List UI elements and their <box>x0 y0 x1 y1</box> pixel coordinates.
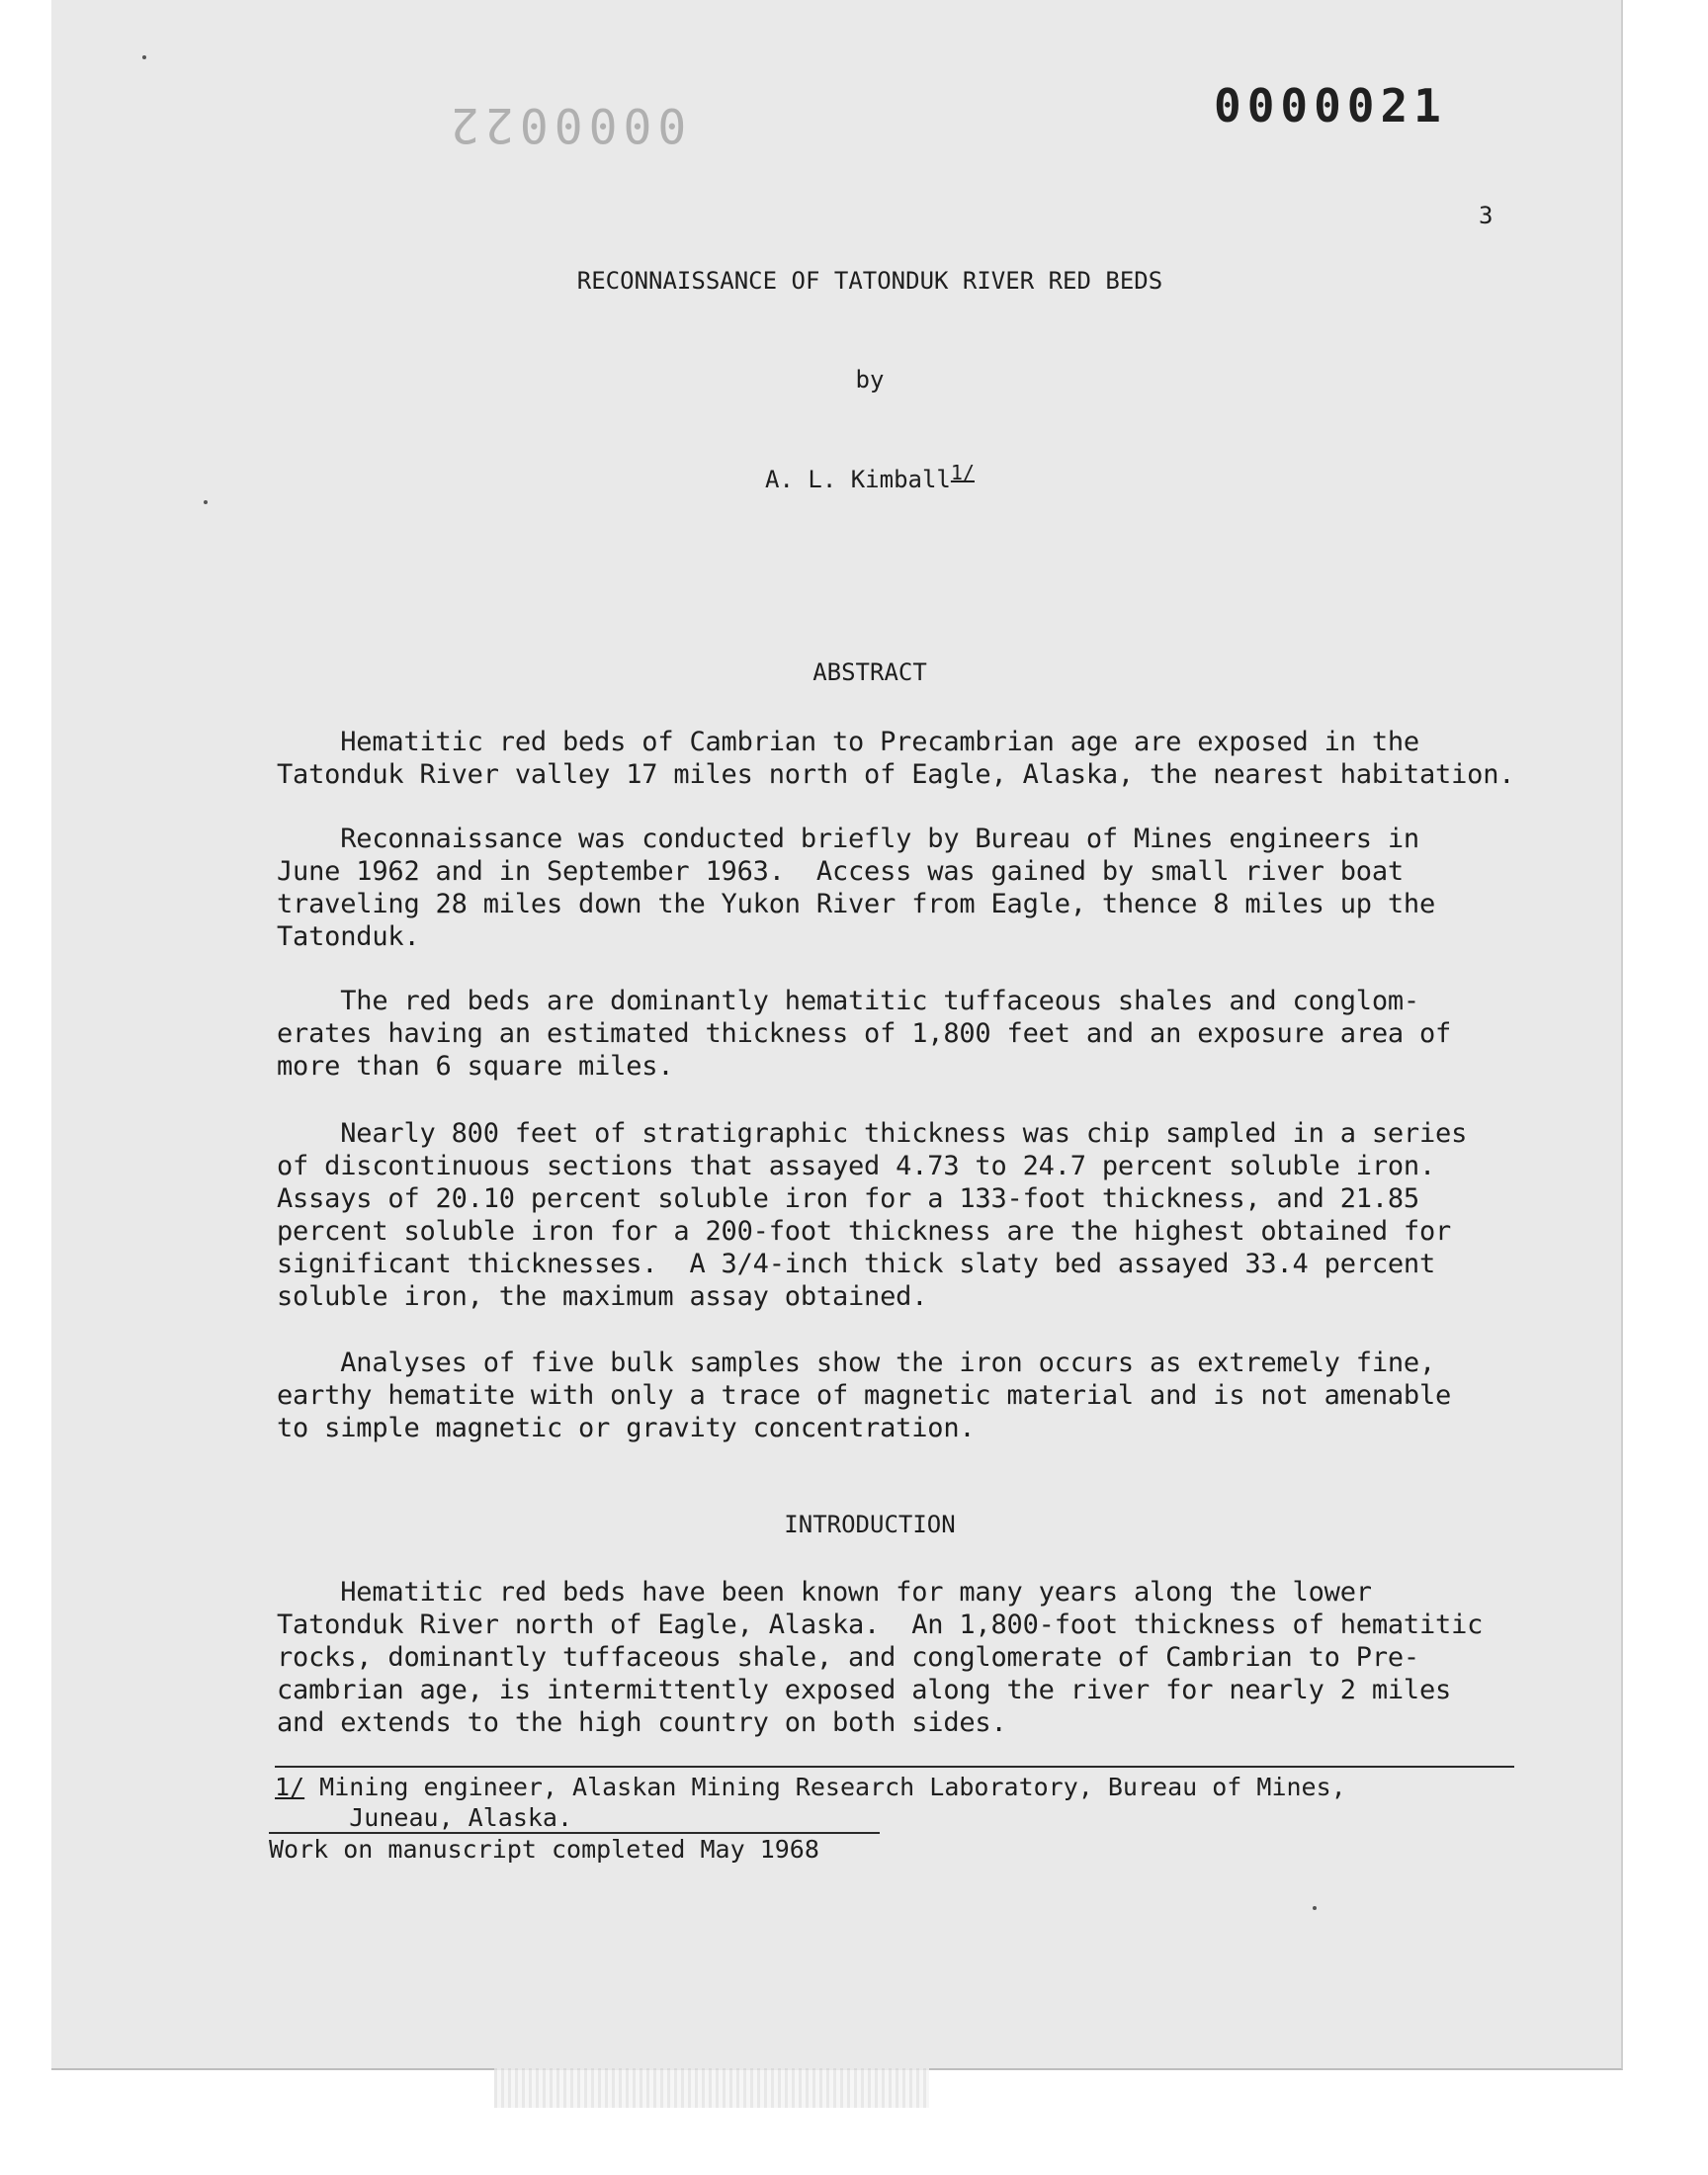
scan-artifact-strip <box>494 2068 929 2108</box>
abstract-paragraph: The red beds are dominantly hematitic tuffaceous shales and conglom- erates having an estimated thickness of 1,800 feet and an exposure area of more than 6 square miles. <box>277 986 1452 1082</box>
work-note-divider <box>269 1832 880 1834</box>
footnote-divider <box>275 1766 1514 1768</box>
introduction-paragraph: Hematitic red beds have been known for many years along the lower Tatonduk River north of Eagle, Alaska. An 1,800-foot thickness of hematitic rocks, dominantly tuffaceous shale, and conglomerate of Cambrian to Pre- cambrian age, is intermittently exposed along the river for nearly 2 miles and extends to the high country on both sides. <box>277 1577 1484 1738</box>
dust-speck <box>1313 1906 1317 1910</box>
footnote-text: Mining engineer, Alaskan Mining Research Laboratory, Bureau of Mines, Juneau, Alaska. <box>319 1773 1346 1832</box>
author-line <box>198 461 1542 493</box>
abstract-paragraph: Hematitic red beds of Cambrian to Precambrian age are exposed in the Tatonduk River valley 17 miles north of Eagle, Alaska, the nearest habitation. <box>277 727 1515 790</box>
abstract-heading: ABSTRACT <box>812 658 927 686</box>
byline: by <box>855 366 885 393</box>
footnote-marker: 1/ <box>275 1773 305 1801</box>
author-footnote-ref: 1/ <box>950 461 975 484</box>
footnote <box>275 1772 1540 1833</box>
document-number-stamp: 0000021 <box>1214 79 1447 132</box>
abstract-paragraph: Analyses of five bulk samples show the iron occurs as extremely fine, earthy hematite with only a trace of magnetic material and is not amenable to simple magnetic or gravity concentration. <box>277 1348 1452 1443</box>
abstract-paragraph: Reconnaissance was conducted briefly by Bureau of Mines engineers in June 1962 and in September 1963. Access was gained by small river boat traveling 28 miles down the Yukon River from Eagle, thence 8 miles up the Tatonduk. <box>277 824 1436 952</box>
introduction-heading: INTRODUCTION <box>784 1511 956 1538</box>
document-title: RECONNAISSANCE OF TATONDUK RIVER RED BEDS <box>576 267 1163 295</box>
dust-speck <box>204 500 208 504</box>
faint-document-number-stamp: 0000022 <box>445 97 687 152</box>
page-number: 3 <box>1479 202 1494 229</box>
dust-speck <box>142 55 146 59</box>
work-completion-note: Work on manuscript completed May 1968 <box>269 1835 819 1864</box>
abstract-paragraph: Nearly 800 feet of stratigraphic thickness was chip sampled in a series of discontinuous sections that assayed 4.73 to 24.7 percent soluble iron. Assays of 20.10 percent soluble iron for a 133-foot thickness, and 21.85 percent soluble iron for a 200-foot thickness are the highest obtained for significant thicknesses. A 3/4-inch thick slaty bed assayed 33.4 percent soluble iron, the maximum assay obtained. <box>277 1118 1468 1312</box>
author-name: A. L. Kimball <box>765 466 951 493</box>
